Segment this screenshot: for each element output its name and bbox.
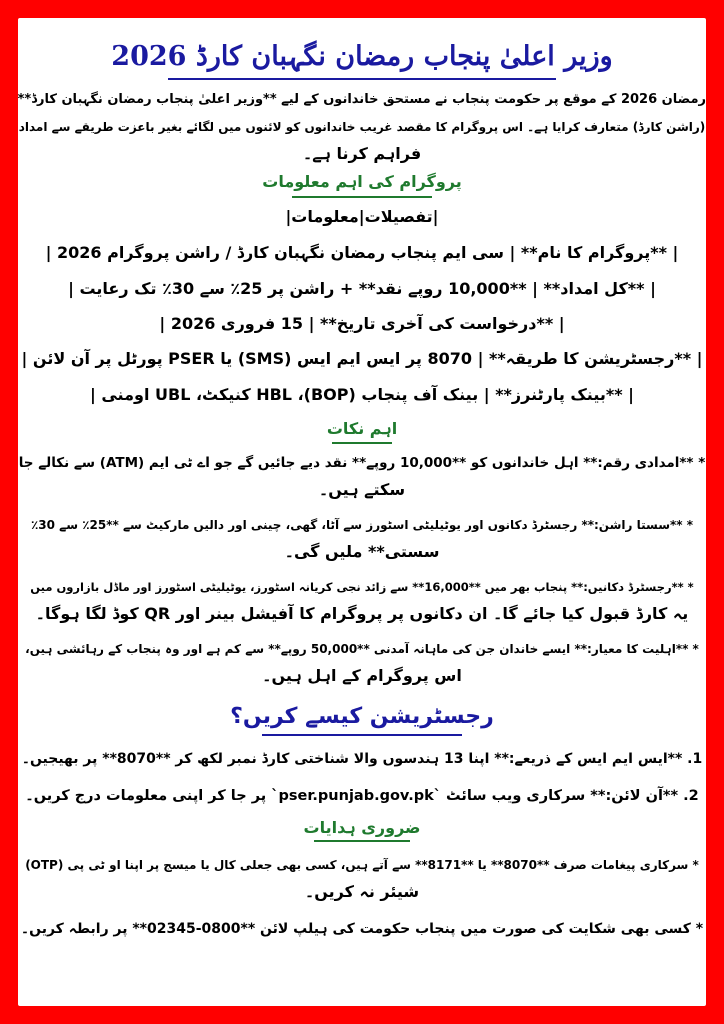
- table-row: | **کل امداد** | **10,000 روپے نقد** + راشن پر 25٪ سے 30٪ تک رعایت |: [68, 279, 656, 298]
- document-page: [18, 18, 706, 1006]
- list-item: 2. **آن لائن:** سرکاری ویب سائٹ `pser.punjab.gov.pk` پر جا کر اپنی معلومات درج کریں۔: [25, 788, 699, 804]
- table-row: | **رجسٹریشن کا طریقہ** | 8070 پر ایس ایم ایس (SMS) یا PSER پورٹل پر آن لائن |: [21, 349, 703, 368]
- list-item-continued: شیئر نہ کریں۔: [304, 882, 420, 901]
- page-title: وزیر اعلیٰ پنجاب رمضان نگہبان کارڈ 2026: [111, 41, 613, 72]
- list-item: 1. **ایس ایم ایس کے ذریعے:** اپنا 13 ہندسوں والا شناختی کارڈ نمبر لکھ کر **8070** پر بھیجیں۔: [21, 751, 703, 767]
- registration-heading: رجسٹریشن کیسے کریں؟: [230, 704, 494, 729]
- list-item: * **اہلیت کا معیار:** ایسے خاندان جن کی ماہانہ آمدنی **50,000 روپے** سے کم ہے اور وہ پنجاب کے رہائشی ہیں،: [25, 642, 699, 656]
- list-item: * **امدادی رقم:** اہل خاندانوں کو **10,000 روپے** نقد دیے جائیں گے جو اے ٹی ایم (ATM) سے نکالے جا: [18, 455, 706, 471]
- guidance-heading: ضروری ہدایات: [303, 818, 421, 837]
- intro-line-1: رمضان 2026 کے موقع پر حکومت پنجاب نے مستحق خاندانوں کے لیے **وزیر اعلیٰ پنجاب رمضان نگہبان کارڈ**: [17, 92, 706, 107]
- table-row: | **بینک پارٹنرز** | بینک آف پنجاب (BOP)، HBL کنیکٹ، UBL اومنی |: [89, 385, 635, 404]
- intro-line-3: فراہم کرنا ہے۔: [302, 144, 422, 163]
- table-row: | **پروگرام کا نام** | سی ایم پنجاب رمضان نگہبان کارڈ / راشن پروگرام 2026 |: [45, 243, 679, 262]
- table-header: |تفصیلات|معلومات|: [285, 207, 439, 226]
- info-heading: پروگرام کی اہم معلومات: [262, 172, 462, 191]
- registration-heading-underline: [262, 734, 462, 736]
- list-item: * **رجسٹرڈ دکانیں:** پنجاب بھر میں **16,000** سے زائد نجی کریانہ اسٹورز، یوٹیلیٹی اسٹورز اور ماڈل بازاروں میں: [30, 580, 694, 594]
- list-item-continued: اس پروگرام کے اہل ہیں۔: [262, 666, 462, 685]
- intro-line-2: (راشن کارڈ) متعارف کرایا ہے۔ اس پروگرام کا مقصد غریب خاندانوں کو لائنوں میں لگائے بغیر باعزت طریقے سے امداد: [18, 120, 706, 134]
- list-item-continued: سستی** ملیں گی۔: [284, 542, 440, 561]
- list-item: * **سستا راشن:** رجسٹرڈ دکانوں اور یوٹیلیٹی اسٹورز سے آٹا، گھی، چینی اور دالیں مارکیٹ سے **25٪ سے 30٪: [30, 518, 694, 532]
- points-heading-underline: [332, 442, 392, 444]
- guidance-heading-underline: [314, 840, 410, 842]
- list-item-continued: یہ کارڈ قبول کیا جائے گا۔ ان دکانوں پر پروگرام کا آفیشل بینر اور QR کوڈ لگا ہوگا۔: [35, 604, 689, 623]
- table-row: | **درخواست کی آخری تاریخ** | 15 فروری 2026 |: [159, 314, 565, 333]
- info-heading-underline: [292, 196, 432, 198]
- points-heading: اہم نکات: [326, 419, 398, 438]
- list-item-continued: سکتے ہیں۔: [318, 480, 406, 499]
- list-item: * کسی بھی شکایت کی صورت میں پنجاب حکومت کی ہیلپ لائن **0800-02345** پر رابطہ کریں۔: [20, 921, 704, 937]
- list-item: * سرکاری پیغامات صرف **8070** یا **8171** سے آتے ہیں، کسی بھی جعلی کال یا میسج پر اپنا او ٹی پی (OTP): [25, 858, 699, 872]
- title-underline: [168, 78, 556, 80]
